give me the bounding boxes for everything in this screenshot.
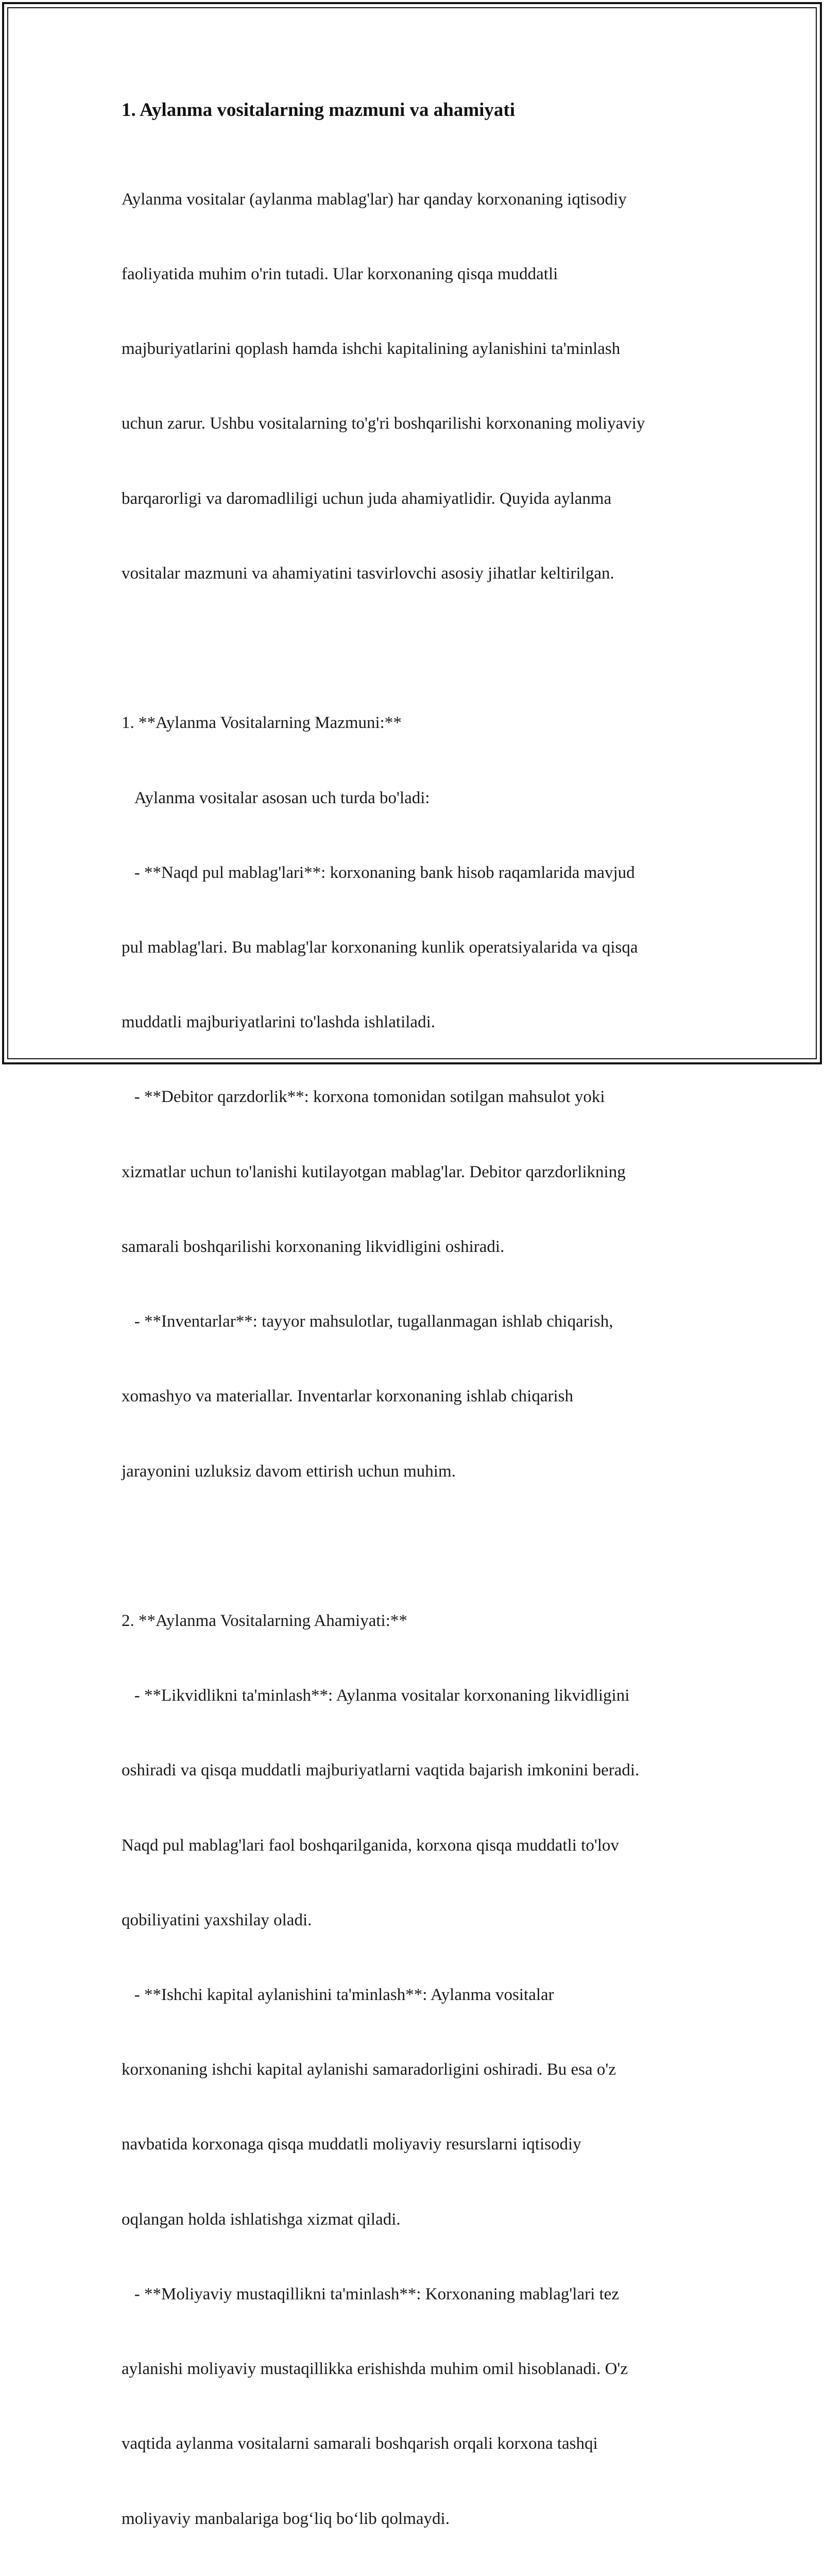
intro-line: vositalar mazmuni va ahamiyatini tasvirlovchi asosiy jihatlar keltirilgan. bbox=[122, 564, 614, 583]
section-line: xomashyo va materiallar. Inventarlar korxonaning ishlab chiqarish bbox=[122, 1387, 573, 1406]
section-line: qobiliyatini yaxshilay oladi. bbox=[122, 1910, 312, 1929]
section-line: muddatli majburiyatlarini to'lashda ishlatiladi. bbox=[122, 1013, 435, 1032]
section-line: - **Likvidlikni ta'minlash**: Aylanma vositalar korxonaning likvidligini bbox=[122, 1686, 630, 1705]
section-line: Naqd pul mablag'lari faol boshqarilganida, korxona qisqa muddatli to'lov bbox=[122, 1836, 619, 1855]
section-heading: 1. **Aylanma Vositalarning Mazmuni:** bbox=[122, 714, 402, 733]
section-line: - **Ishchi kapital aylanishini ta'minlash**: Aylanma vositalar bbox=[122, 1986, 554, 2005]
intro-line: majburiyatlarini qoplash hamda ishchi kapitalining aylanishini ta'minlash bbox=[122, 340, 621, 359]
section-line: pul mablag'lari. Bu mablag'lar korxonaning kunlik operatsiyalarida va qisqa bbox=[122, 938, 638, 957]
section-line: jarayonini uzluksiz davom ettirish uchun muhim. bbox=[122, 1462, 456, 1481]
section-line: - **Naqd pul mablag'lari**: korxonaning bank hisob raqamlarida mavjud bbox=[122, 863, 635, 882]
section-line: aylanishi moliyaviy mustaqillikka erishishda muhim omil hisoblanadi. O'z bbox=[122, 2360, 628, 2379]
section-line: moliyaviy manbalariga bog‘liq bo‘lib qolmaydi. bbox=[122, 2509, 450, 2528]
paragraph-gap bbox=[122, 636, 714, 660]
section-line: - **Moliyaviy mustaqillikni ta'minlash**: Korxonaning mablag'lari tez bbox=[122, 2284, 619, 2303]
section-line: samarali boshqarilishi korxonaning likvidligini oshiradi. bbox=[122, 1237, 505, 1256]
section-line: oqlangan holda ishlatishga xizmat qiladi. bbox=[122, 2210, 401, 2229]
intro-line: barqarorligi va daromadliligi uchun juda ahamiyatlidir. Quyida aylanma bbox=[122, 489, 612, 508]
intro-line: uchun zarur. Ushbu vositalarning to'g'ri boshqarilishi korxonaning moliyaviy bbox=[122, 414, 645, 433]
document-body bbox=[122, 97, 714, 2576]
section-line: Aylanma vositalar asosan uch turda bo'ladi: bbox=[122, 788, 430, 807]
section-ahamiyati bbox=[122, 1558, 714, 2576]
paragraph-gap bbox=[122, 1534, 714, 1558]
section-line: xizmatlar uchun to'lanishi kutilayotgan mablag'lar. Debitor qarzdorlikning bbox=[122, 1162, 626, 1181]
section-line: oshiradi va qisqa muddatli majburiyatlarni vaqtida bajarish imkonini beradi. bbox=[122, 1761, 640, 1780]
intro-line: faoliyatida muhim o'rin tutadi. Ular korxonaning qisqa muddatli bbox=[122, 265, 558, 284]
section-line: korxonaning ishchi kapital aylanishi samaradorligini oshiradi. Bu esa o'z bbox=[122, 2060, 616, 2079]
intro-paragraph bbox=[122, 137, 714, 636]
section-line: - **Inventarlar**: tayyor mahsulotlar, tugallanmagan ishlab chiqarish, bbox=[122, 1312, 613, 1331]
section-line: navbatida korxonaga qisqa muddatli moliyaviy resurslarni iqtisodiy bbox=[122, 2135, 581, 2154]
section-line: - **Debitor qarzdorlik**: korxona tomonidan sotilgan mahsulot yoki bbox=[122, 1088, 605, 1107]
section-mazmuni bbox=[122, 661, 714, 1534]
section-heading: 2. **Aylanma Vositalarning Ahamiyati:** bbox=[122, 1611, 407, 1630]
intro-line: Aylanma vositalar (aylanma mablag'lar) har qanday korxonaning iqtisodiy bbox=[122, 190, 627, 209]
section-line: vaqtida aylanma vositalarni samarali boshqarish orqali korxona tashqi bbox=[122, 2434, 598, 2453]
document-title: 1. Aylanma vositalarning mazmuni va ahamiyati bbox=[122, 99, 516, 121]
